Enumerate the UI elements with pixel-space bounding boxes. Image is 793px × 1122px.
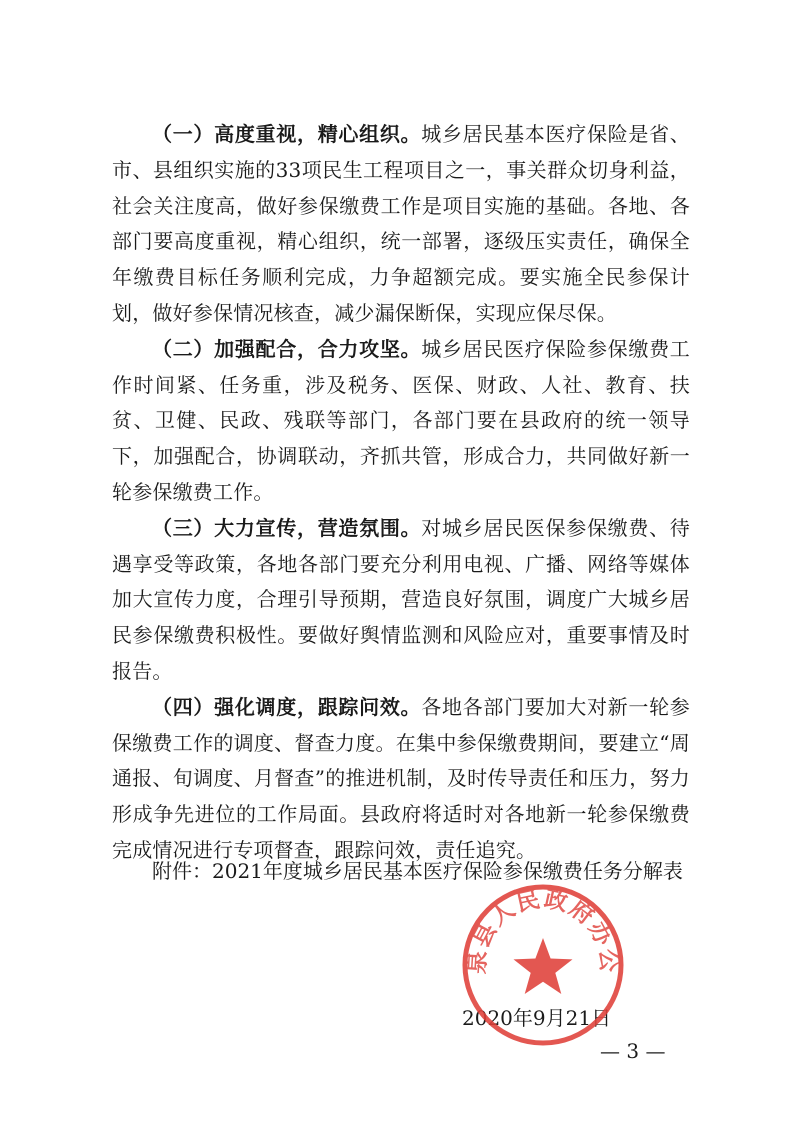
- paragraph-3: [112, 511, 690, 690]
- paragraph-2-text: 城乡居民医疗保险参保缴费工作时间紧、任务重，涉及税务、医保、财政、人社、教育、扶贫、卫健、民政、残联等部门，各部门要在县政府的统一领导下，加强配合，协调联动，齐抓共管，形成合力，共同做好新一轮参保缴费工作。: [112, 336, 690, 504]
- paragraph-2: [112, 332, 690, 511]
- paragraph-2-heading: （二）加强配合，合力攻坚。: [152, 336, 422, 361]
- attachment-line: 附件：2021年度城乡居民基本医疗保险参保缴费任务分解表: [152, 859, 683, 883]
- issue-date: 2020年9月21日: [462, 1006, 612, 1030]
- paragraph-3-heading: （三）大力宣传，营造氛围。: [152, 515, 422, 540]
- paragraph-4-heading: （四）强化调度，跟踪问效。: [152, 694, 422, 719]
- official-seal: [458, 880, 628, 1050]
- seal-graphic: [458, 880, 628, 1050]
- paragraph-1-text: 城乡居民基本医疗保险是省、市、县组织实施的33项民生工程项目之一，事关群众切身利益，社会关注度高，做好参保缴费工作是项目实施的基础。各地、各部门要高度重视，精心组织，统一部署，逐级压实责任，确保全年缴费目标任务顺利完成，力争超额完成。要实施全民参保计划，做好参保情况核查，减少漏保断保，实现应保尽保。: [112, 122, 690, 325]
- paragraph-4: [112, 690, 690, 869]
- page-number: — 3 —: [600, 1039, 666, 1063]
- star-icon: [514, 938, 573, 994]
- paragraph-3-text: 对城乡居民医保参保缴费、待遇享受等政策，各地各部门要充分利用电视、广播、网络等媒体加大宣传力度，合理引导预期，营造良好氛围，调度广大城乡居民参保缴费积极性。要做好舆情监测和风险应对，重要事情及时报告。: [112, 515, 690, 683]
- document-body: [112, 117, 690, 869]
- paragraph-1: [112, 117, 690, 332]
- paragraph-4-text: 各地各部门要加大对新一轮参保缴费工作的调度、督查力度。在集中参保缴费期间，要建立“周通报、旬调度、月督查”的推进机制，及时传导责任和压力，努力形成争先进位的工作局面。县政府将适时对各地新一轮参保缴费完成情况进行专项督查，跟踪问效，责任追究。: [112, 694, 690, 862]
- paragraph-1-heading: （一）高度重视，精心组织。: [152, 122, 422, 146]
- seal-lettering: 泉县人民政府办公: [463, 885, 623, 975]
